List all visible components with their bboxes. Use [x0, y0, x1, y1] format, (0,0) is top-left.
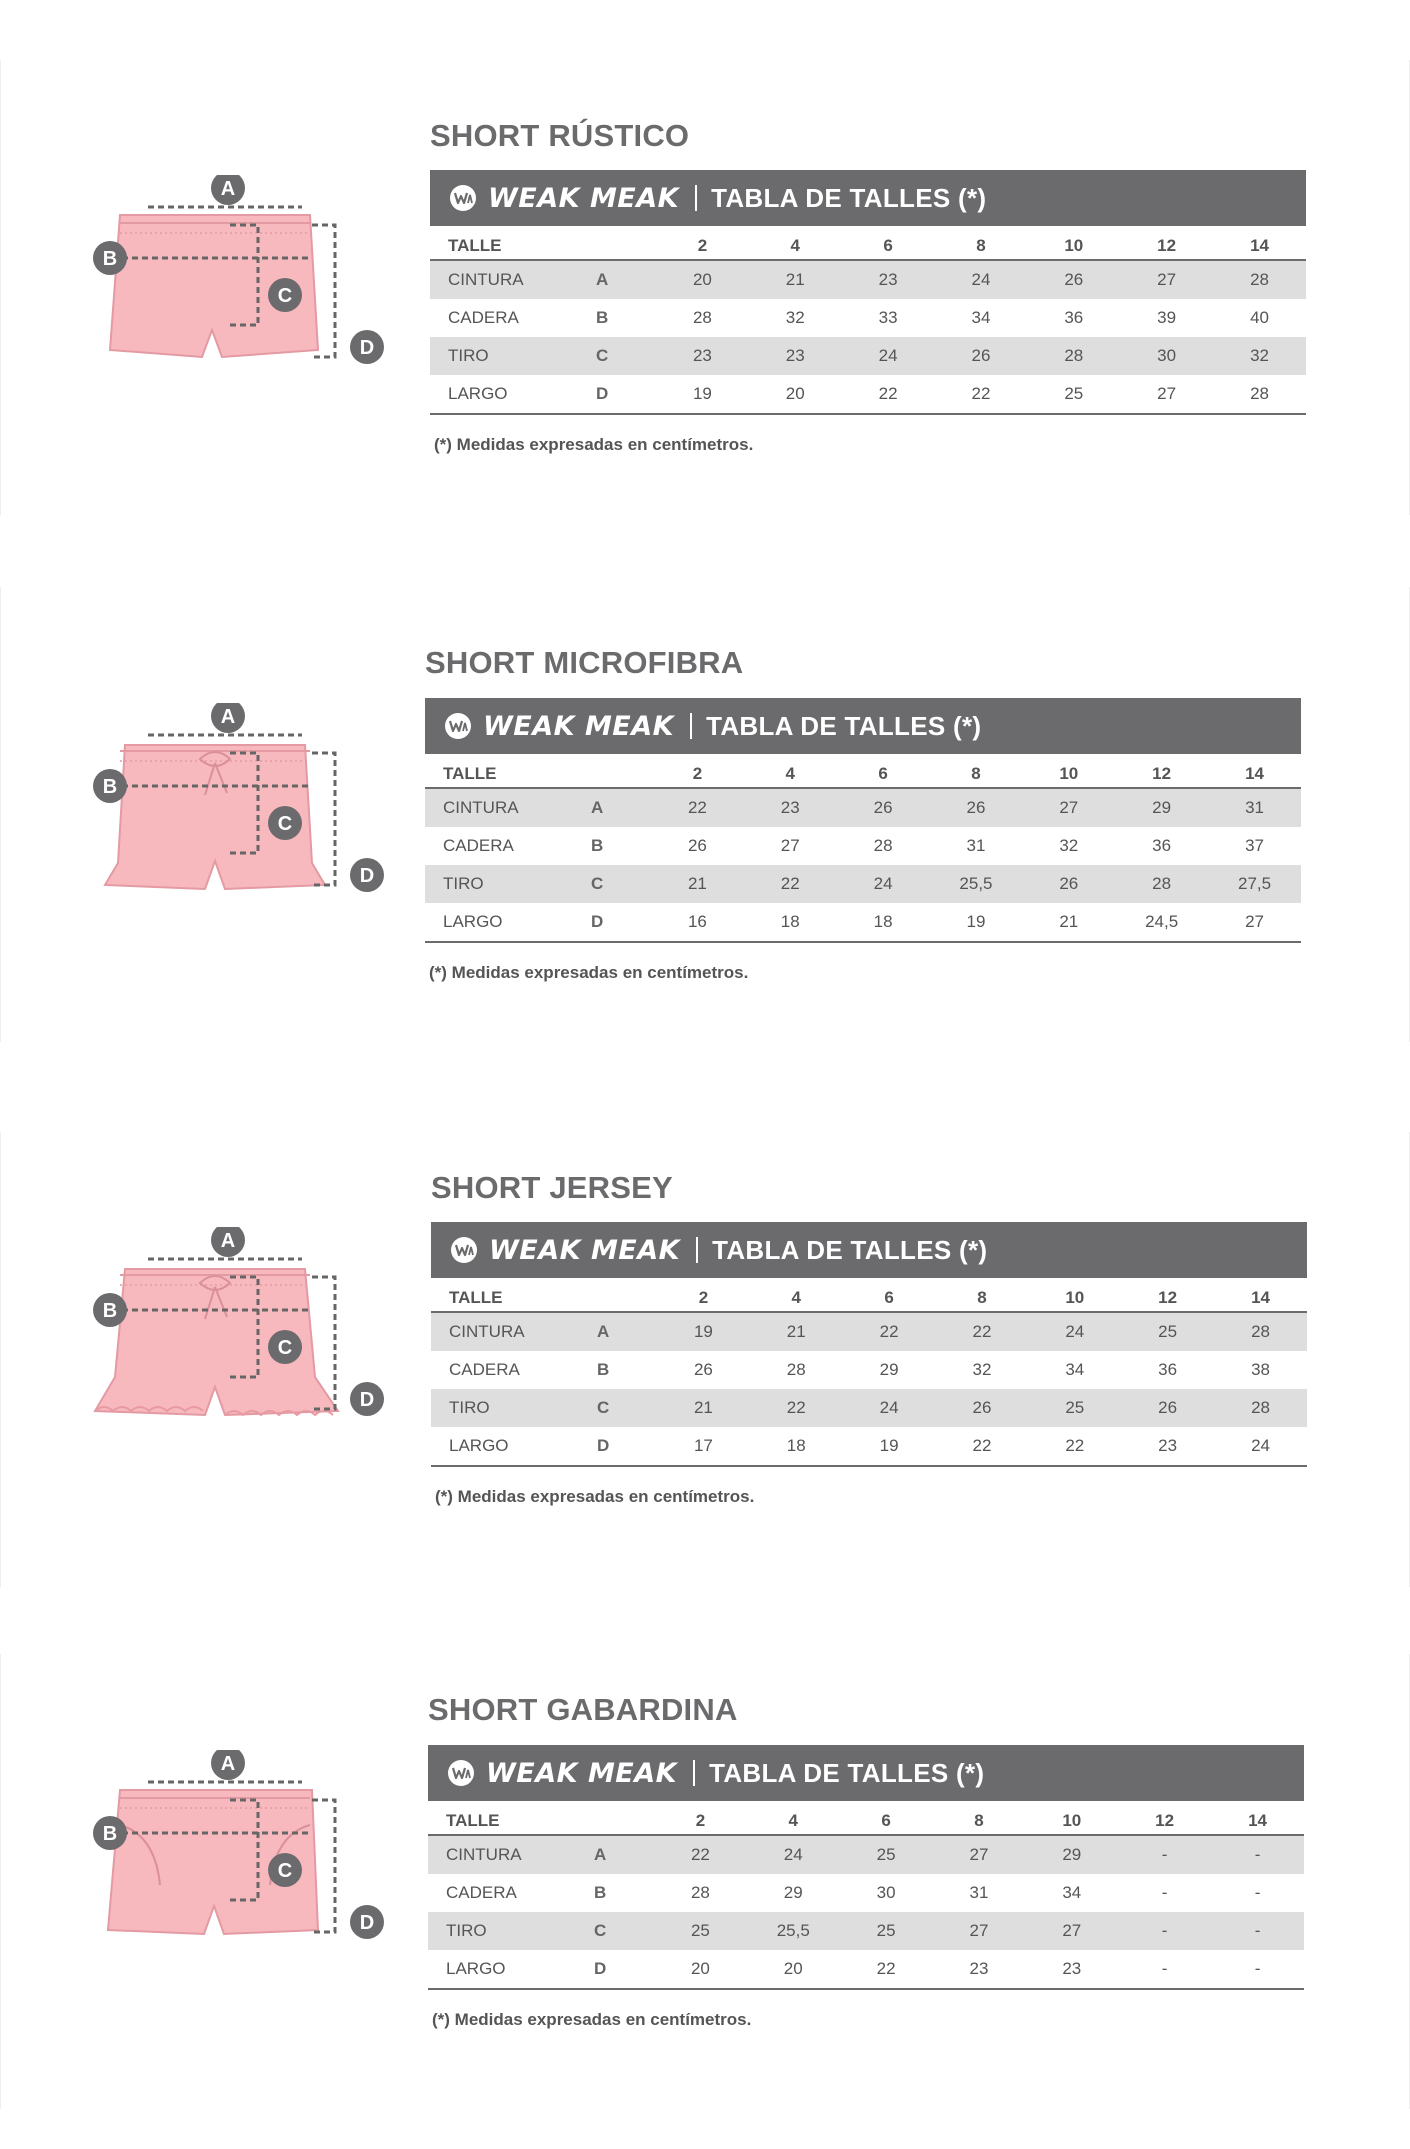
table-row: [428, 1874, 1304, 1912]
svg-text:C: C: [277, 813, 293, 835]
frame-divider: [0, 587, 1, 1042]
measure-value: 22: [842, 375, 935, 414]
measure-letter: B: [594, 1883, 607, 1902]
marker-b-icon: [93, 1293, 127, 1327]
table-row: [431, 1389, 1307, 1427]
measure-value: 38: [1251, 1360, 1270, 1379]
marker-d-icon: [350, 1382, 384, 1416]
measure-value: 20: [749, 375, 842, 414]
measure-value: 23: [744, 788, 837, 827]
section-title: SHORT GABARDINA: [428, 1692, 738, 1727]
talle-label: TALLE: [428, 1801, 594, 1835]
measure-letter: A: [591, 788, 651, 827]
measure-value: 21: [651, 865, 744, 903]
size-grid: [428, 1801, 1304, 1990]
marker-c-icon: [268, 278, 302, 312]
marker-b-icon: [93, 1816, 127, 1850]
measure-value: 22: [654, 1835, 747, 1874]
size-header: 6: [837, 754, 930, 788]
marker-a-icon: [211, 1750, 245, 1780]
measurement-note: (*) Medidas expresadas en centímetros.: [435, 1487, 755, 1506]
measure-letter: A: [597, 1312, 657, 1351]
svg-text:A: A: [220, 1753, 236, 1775]
measure-value: 25,5: [930, 865, 1023, 903]
measure-value: 29: [1115, 788, 1208, 827]
measure-name: CINTURA: [431, 1312, 597, 1351]
measure-value: 26: [1027, 260, 1120, 299]
measure-value: 27: [1025, 1912, 1118, 1950]
measure-letter: D: [597, 1427, 657, 1466]
measure-value: 24: [842, 337, 935, 375]
brand-logo-icon: [449, 1235, 479, 1265]
measure-value: 32: [972, 1360, 992, 1379]
svg-text:C: C: [277, 1337, 293, 1359]
measure-value: 24: [1214, 1427, 1307, 1466]
size-table: [430, 170, 1306, 415]
measure-value: 28: [1027, 337, 1120, 375]
shorts-diagram: [80, 1227, 400, 1447]
letter-header: [594, 1801, 654, 1835]
measure-letter: A: [594, 1835, 654, 1874]
header-divider: [696, 1237, 698, 1263]
size-header: 6: [842, 226, 935, 260]
measure-value: 23: [656, 337, 749, 375]
measurement-note: (*) Medidas expresadas en centímetros.: [432, 2010, 752, 2029]
measure-value: 27: [1208, 903, 1301, 942]
measure-value: 26: [930, 788, 1023, 827]
measure-value: 25,5: [747, 1912, 840, 1950]
svg-text:A: A: [220, 1230, 236, 1252]
measure-name: LARGO: [430, 375, 596, 414]
measure-value: 27: [933, 1912, 1026, 1950]
measure-name: CINTURA: [430, 260, 596, 299]
measure-value: 36: [1152, 836, 1172, 855]
measurement-note: (*) Medidas expresadas en centímetros.: [434, 435, 754, 454]
size-header: 10: [1022, 754, 1115, 788]
measure-value: 27: [1120, 260, 1213, 299]
marker-a-icon: [211, 175, 245, 205]
svg-text:C: C: [277, 285, 293, 307]
measure-letter: C: [591, 865, 651, 903]
size-table: [431, 1222, 1307, 1467]
measure-value: 36: [1158, 1360, 1178, 1379]
measure-value: 22: [936, 1312, 1029, 1351]
measure-value: 28: [786, 1360, 806, 1379]
measure-value: 33: [878, 308, 898, 327]
measure-value: 20: [656, 260, 749, 299]
shorts-diagram: [80, 703, 400, 923]
svg-text:D: D: [359, 865, 375, 887]
marker-b-icon: [93, 241, 127, 275]
measure-value: 22: [840, 1950, 933, 1989]
size-header: 2: [657, 1278, 750, 1312]
measure-value: 28: [1214, 1312, 1307, 1351]
measure-value: -: [1118, 1835, 1211, 1874]
measure-value: 22: [935, 375, 1028, 414]
size-section: [0, 1654, 1410, 2109]
size-header: 2: [656, 226, 749, 260]
header-divider: [690, 713, 692, 739]
size-grid: [431, 1278, 1307, 1467]
section-title: SHORT JERSEY: [431, 1170, 673, 1205]
measure-value: 24: [837, 865, 930, 903]
table-row: [425, 788, 1301, 827]
measure-value: -: [1254, 1883, 1261, 1902]
measure-value: 26: [837, 788, 930, 827]
table-row: [431, 1427, 1307, 1466]
size-header-row: [425, 754, 1301, 788]
measure-value: 34: [971, 308, 991, 327]
measure-value: 24: [935, 260, 1028, 299]
svg-text:B: B: [102, 1823, 118, 1845]
table-header-bar: [430, 170, 1306, 226]
size-header: 4: [749, 226, 842, 260]
measure-value: 27: [780, 836, 800, 855]
measure-value: 20: [747, 1950, 840, 1989]
size-header: 12: [1115, 754, 1208, 788]
measure-value: 28: [1214, 1389, 1307, 1427]
measure-letter: A: [596, 260, 656, 299]
measure-value: 26: [1121, 1389, 1214, 1427]
measure-value: 25: [1028, 1389, 1121, 1427]
measure-letter: D: [594, 1950, 654, 1989]
measure-value: 23: [1121, 1427, 1214, 1466]
size-section: [0, 1132, 1410, 1587]
measure-value: 18: [744, 903, 837, 942]
shorts-diagram: [80, 175, 400, 395]
measure-value: 23: [749, 337, 842, 375]
size-section: [0, 587, 1410, 1042]
size-header: 12: [1121, 1278, 1214, 1312]
svg-text:D: D: [359, 337, 375, 359]
measure-value: 28: [1213, 260, 1306, 299]
table-row: [428, 1912, 1304, 1950]
letter-header: [591, 754, 651, 788]
measure-value: 22: [936, 1427, 1029, 1466]
measure-value: 24,5: [1115, 903, 1208, 942]
measure-letter: C: [596, 337, 656, 375]
measure-value: 23: [842, 260, 935, 299]
measure-value: 24: [843, 1389, 936, 1427]
measure-name: CADERA: [449, 1360, 520, 1379]
table-row: [428, 1835, 1304, 1874]
marker-d-icon: [350, 858, 384, 892]
measure-value: 28: [1115, 865, 1208, 903]
svg-text:B: B: [102, 776, 118, 798]
table-row: [428, 1950, 1304, 1989]
measure-value: 18: [750, 1427, 843, 1466]
measure-value: -: [1211, 1835, 1304, 1874]
measure-value: 22: [651, 788, 744, 827]
marker-d-icon: [350, 1905, 384, 1939]
measure-name: LARGO: [425, 903, 591, 942]
marker-c-icon: [268, 1330, 302, 1364]
measure-value: 34: [1065, 1360, 1085, 1379]
measure-value: -: [1118, 1950, 1211, 1989]
frame-divider: [0, 60, 1, 515]
svg-text:A: A: [220, 706, 236, 728]
measure-value: 28: [692, 308, 712, 327]
measure-value: 21: [1022, 903, 1115, 942]
measure-letter: C: [594, 1912, 654, 1950]
measure-value: 25: [840, 1835, 933, 1874]
size-header: 8: [936, 1278, 1029, 1312]
measure-value: 28: [1213, 375, 1306, 414]
size-header: 14: [1208, 754, 1301, 788]
measure-value: 17: [657, 1427, 750, 1466]
measure-value: 24: [747, 1835, 840, 1874]
measure-name: LARGO: [431, 1427, 597, 1466]
measure-value: 22: [843, 1312, 936, 1351]
measure-value: 31: [966, 836, 986, 855]
table-row: [431, 1351, 1307, 1389]
measure-value: 40: [1250, 308, 1269, 327]
measure-value: 26: [693, 1360, 713, 1379]
measure-value: 27: [933, 1835, 1026, 1874]
measure-value: 28: [873, 836, 893, 855]
measure-value: 27: [1120, 375, 1213, 414]
table-header-bar: [431, 1222, 1307, 1278]
svg-text:D: D: [359, 1912, 375, 1934]
measure-value: 29: [783, 1883, 803, 1902]
header-divider: [695, 185, 697, 211]
brand-name: WEAK MEAK: [486, 1757, 678, 1789]
measure-value: -: [1161, 1883, 1168, 1902]
size-header: 14: [1214, 1278, 1307, 1312]
measure-value: 24: [1028, 1312, 1121, 1351]
measure-letter: D: [591, 903, 651, 942]
measure-value: 26: [687, 836, 707, 855]
table-row: [425, 827, 1301, 865]
brand-name: WEAK MEAK: [489, 1234, 681, 1266]
talle-label: TALLE: [430, 226, 596, 260]
measure-value: 25: [840, 1912, 933, 1950]
size-table: [428, 1745, 1304, 1990]
size-header: 10: [1028, 1278, 1121, 1312]
measure-letter: C: [597, 1389, 657, 1427]
size-header: 12: [1118, 1801, 1211, 1835]
marker-c-icon: [268, 1853, 302, 1887]
table-row: [425, 903, 1301, 942]
measurement-note: (*) Medidas expresadas en centímetros.: [429, 963, 749, 982]
measure-value: 19: [656, 375, 749, 414]
measure-value: 25: [1027, 375, 1120, 414]
measure-name: CADERA: [443, 836, 514, 855]
table-row: [430, 375, 1306, 414]
size-header: 2: [654, 1801, 747, 1835]
measure-value: 29: [1025, 1835, 1118, 1874]
table-title: TABLA DE TALLES (*): [711, 182, 987, 213]
measure-letter: B: [596, 308, 609, 327]
measure-value: 21: [657, 1389, 750, 1427]
shorts-diagram: [80, 1750, 400, 1970]
table-row: [430, 260, 1306, 299]
measure-value: 19: [843, 1427, 936, 1466]
size-header: 14: [1213, 226, 1306, 260]
size-header: 8: [935, 226, 1028, 260]
size-header-row: [431, 1278, 1307, 1312]
brand-logo-icon: [443, 711, 473, 741]
brand-logo-icon: [448, 183, 478, 213]
svg-text:A: A: [220, 178, 236, 200]
measure-value: 26: [936, 1389, 1029, 1427]
marker-c-icon: [268, 806, 302, 840]
measure-value: 31: [1208, 788, 1301, 827]
measure-value: 23: [933, 1950, 1026, 1989]
measure-value: 26: [935, 337, 1028, 375]
size-header: 10: [1027, 226, 1120, 260]
measure-value: -: [1211, 1912, 1304, 1950]
marker-b-icon: [93, 769, 127, 803]
measure-name: LARGO: [428, 1950, 594, 1989]
size-header: 8: [933, 1801, 1026, 1835]
measure-value: 28: [690, 1883, 710, 1902]
measure-value: 31: [969, 1883, 989, 1902]
marker-a-icon: [211, 703, 245, 733]
size-header: 8: [930, 754, 1023, 788]
measure-name: TIRO: [431, 1389, 597, 1427]
measure-value: 30: [1120, 337, 1213, 375]
measure-value: 22: [750, 1389, 843, 1427]
table-row: [431, 1312, 1307, 1351]
measure-name: TIRO: [425, 865, 591, 903]
svg-text:B: B: [102, 1300, 118, 1322]
measure-value: 25: [1121, 1312, 1214, 1351]
svg-text:B: B: [102, 248, 118, 270]
header-divider: [693, 1760, 695, 1786]
measure-value: 32: [1213, 337, 1306, 375]
table-row: [430, 299, 1306, 337]
measure-value: 30: [876, 1883, 896, 1902]
measure-value: 32: [1059, 836, 1079, 855]
size-header: 6: [840, 1801, 933, 1835]
measure-value: 22: [1028, 1427, 1121, 1466]
measure-value: 20: [654, 1950, 747, 1989]
brand-name: WEAK MEAK: [483, 710, 675, 742]
measure-value: 27: [1022, 788, 1115, 827]
measure-value: 39: [1157, 308, 1177, 327]
size-header: 6: [843, 1278, 936, 1312]
marker-a-icon: [211, 1227, 245, 1257]
measure-letter: D: [596, 375, 656, 414]
measure-value: 25: [654, 1912, 747, 1950]
measure-value: 32: [785, 308, 805, 327]
table-title: TABLA DE TALLES (*): [712, 1234, 988, 1265]
measure-value: 37: [1245, 836, 1264, 855]
size-grid: [430, 226, 1306, 415]
measure-letter: B: [597, 1360, 610, 1379]
size-header: 2: [651, 754, 744, 788]
measure-value: -: [1118, 1912, 1211, 1950]
size-header: 14: [1211, 1801, 1304, 1835]
size-grid: [425, 754, 1301, 943]
letter-header: [596, 226, 656, 260]
measure-value: 26: [1022, 865, 1115, 903]
measure-name: CINTURA: [425, 788, 591, 827]
frame-divider: [0, 1132, 1, 1587]
measure-name: TIRO: [430, 337, 596, 375]
marker-d-icon: [350, 330, 384, 364]
table-title: TABLA DE TALLES (*): [709, 1757, 985, 1788]
table-header-bar: [425, 698, 1301, 754]
measure-name: CINTURA: [428, 1835, 594, 1874]
size-table: [425, 698, 1301, 943]
size-header-row: [428, 1801, 1304, 1835]
brand-name: WEAK MEAK: [488, 182, 680, 214]
measure-value: -: [1211, 1950, 1304, 1989]
size-section: [0, 60, 1410, 515]
section-title: SHORT RÚSTICO: [430, 118, 690, 153]
measure-letter: B: [591, 836, 604, 855]
table-row: [425, 865, 1301, 903]
measure-value: 22: [744, 865, 837, 903]
size-header: 4: [744, 754, 837, 788]
brand-logo-icon: [446, 1758, 476, 1788]
size-header: 10: [1025, 1801, 1118, 1835]
measure-name: TIRO: [428, 1912, 594, 1950]
table-row: [430, 337, 1306, 375]
svg-text:C: C: [277, 1860, 293, 1882]
talle-label: TALLE: [431, 1278, 597, 1312]
size-header: 4: [750, 1278, 843, 1312]
section-title: SHORT MICROFIBRA: [425, 645, 744, 680]
table-header-bar: [428, 1745, 1304, 1801]
svg-text:D: D: [359, 1389, 375, 1411]
size-header-row: [430, 226, 1306, 260]
measure-value: 21: [749, 260, 842, 299]
measure-value: 19: [930, 903, 1023, 942]
measure-name: CADERA: [446, 1883, 517, 1902]
measure-value: 18: [837, 903, 930, 942]
measure-value: 21: [750, 1312, 843, 1351]
measure-value: 34: [1062, 1883, 1082, 1902]
letter-header: [597, 1278, 657, 1312]
table-title: TABLA DE TALLES (*): [706, 710, 982, 741]
measure-value: 16: [651, 903, 744, 942]
measure-value: 19: [657, 1312, 750, 1351]
measure-value: 23: [1025, 1950, 1118, 1989]
measure-value: 36: [1064, 308, 1084, 327]
frame-divider: [0, 1654, 1, 2109]
size-header: 12: [1120, 226, 1213, 260]
measure-name: CADERA: [448, 308, 519, 327]
size-header: 4: [747, 1801, 840, 1835]
measure-value: 29: [879, 1360, 899, 1379]
measure-value: 27,5: [1208, 865, 1301, 903]
talle-label: TALLE: [425, 754, 591, 788]
